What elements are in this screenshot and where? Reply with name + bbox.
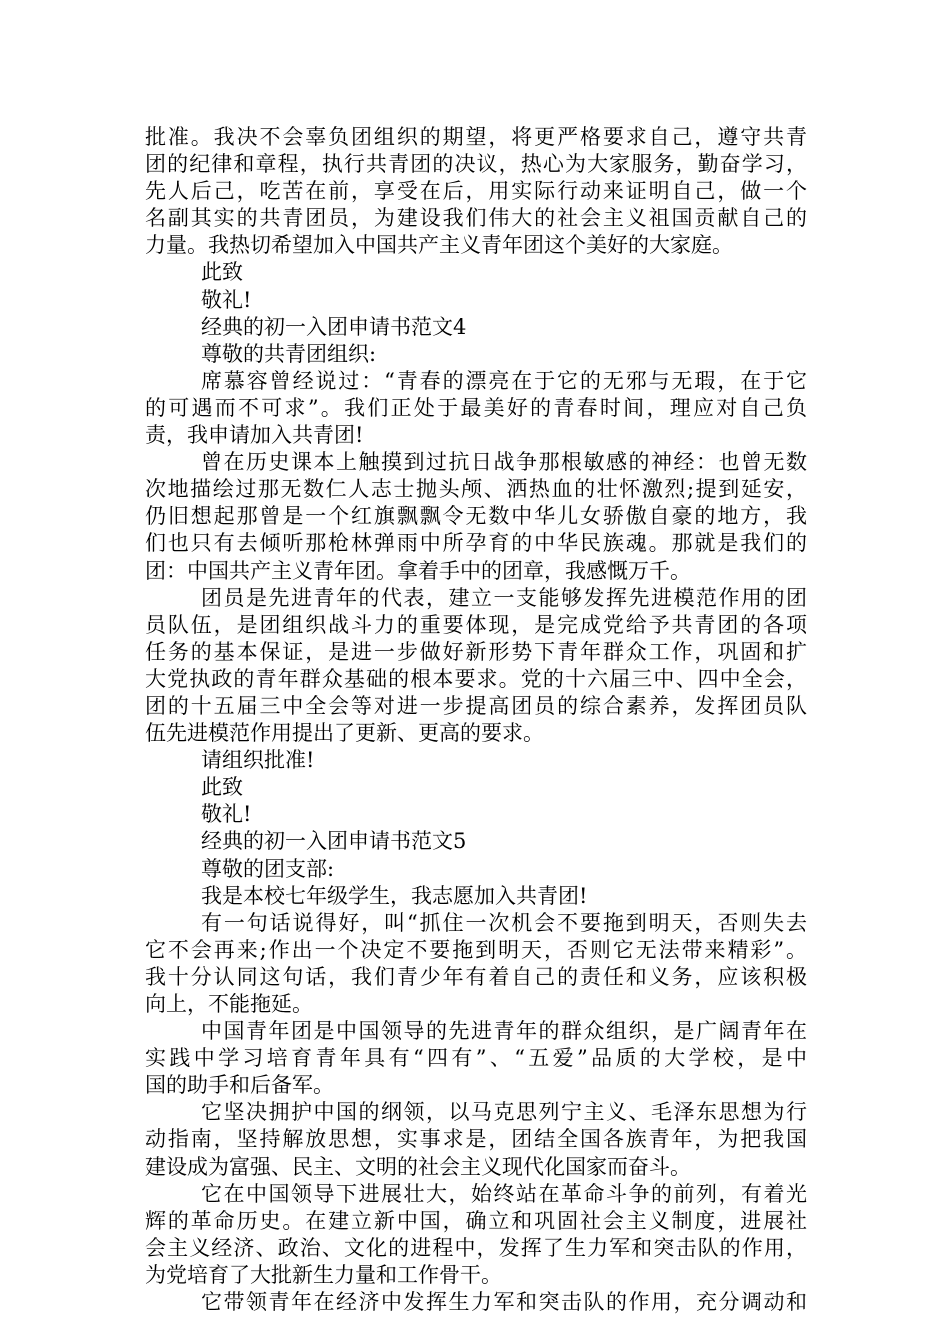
text-line: 它不会再来;作出一个决定不要拖到明天，否则它无法带来精彩”。 — [145, 937, 807, 962]
paragraph-first-line: 团员是先进青年的代表，建立一支能够发挥先进模范作用的团 — [201, 585, 807, 610]
text-line: 力量。我热切希望加入中国共产主义青年团这个美好的大家庭。 — [145, 233, 733, 258]
text-line: 团的十五届三中全会等对进一步提高团员的综合素养，发挥团员队 — [145, 693, 807, 718]
paragraph-first-line: 敬礼! — [201, 287, 252, 312]
text-line: 实践中学习培育青年具有“四有”、“五爱”品质的大学校，是中 — [145, 1046, 807, 1071]
paragraph-first-line: 经典的初一入团申请书范文4 — [201, 314, 467, 339]
paragraph-first-line: 中国青年团是中国领导的先进青年的群众组织，是广阔青年在 — [201, 1019, 807, 1044]
paragraph-first-line: 此致 — [201, 260, 243, 285]
text-line: 的可遇而不可求”。我们正处于最美好的青春时间，理应对自己负 — [145, 395, 807, 420]
paragraph-first-line: 席慕容曾经说过：“青春的漂亮在于它的无邪与无瑕，在于它 — [201, 368, 807, 393]
text-line: 动指南，坚持解放思想，实事求是，团结全国各族青年，为把我国 — [145, 1127, 807, 1152]
text-line: 伍先进模范作用提出了更新、更高的要求。 — [145, 721, 544, 746]
text-line: 员队伍，是团组织战斗力的重要体现，是完成党给予共青团的各项 — [145, 612, 807, 637]
paragraph-first-line: 它坚决拥护中国的纲领，以马克思列宁主义、毛泽东思想为行 — [201, 1100, 807, 1125]
text-line: 们也只有去倾听那枪林弹雨中所孕育的中华民族魂。那就是我们的 — [145, 531, 807, 556]
text-line: 为党培育了大批新生力量和工作骨干。 — [145, 1262, 502, 1287]
text-line: 仍旧想起那曾是一个红旗飘飘令无数中华儿女骄傲自豪的地方，我 — [145, 504, 807, 529]
paragraph-first-line: 此致 — [201, 775, 243, 800]
text-line: 团的纪律和章程，执行共青团的决议，热心为大家服务，勤奋学习， — [145, 152, 807, 177]
text-line: 我十分认同这句话，我们青少年有着自己的责任和义务，应该积极 — [145, 964, 807, 989]
text-line: 先人后己，吃苦在前，享受在后，用实际行动来证明自己，做一个 — [145, 179, 807, 204]
text-line: 辉的革命历史。在建立新中国，确立和巩固社会主义制度，进展社 — [145, 1208, 807, 1233]
text-line: 次地描绘过那无数仁人志士抛头颅、洒热血的壮怀激烈;提到延安， — [145, 477, 807, 502]
text-line: 大党执政的青年群众基础的根本要求。党的十六届三中、四中全会， — [145, 666, 807, 691]
paragraph-first-line: 我是本校七年级学生，我志愿加入共青团! — [201, 883, 588, 908]
paragraph-first-line: 请组织批准! — [201, 748, 315, 773]
paragraph-first-line: 有一句话说得好，叫“抓住一次机会不要拖到明天，否则失去 — [201, 910, 807, 935]
text-line: 名副其实的共青团员，为建设我们伟大的社会主义祖国贡献自己的 — [145, 206, 807, 231]
text-line: 向上，不能拖延。 — [145, 992, 313, 1016]
text-line: 责，我申请加入共青团! — [145, 423, 364, 448]
text-line: 国的助手和后备军。 — [145, 1073, 334, 1098]
paragraph-first-line: 曾在历史课本上触摸到过抗日战争那根敏感的神经：也曾无数 — [201, 450, 807, 475]
paragraph-first-line: 尊敬的共青团组织: — [201, 341, 377, 366]
text-line: 批准。我决不会辜负团组织的期望，将更严格要求自己，遵守共青 — [145, 125, 807, 149]
text-line: 建设成为富强、民主、文明的社会主义现代化国家而奋斗。 — [145, 1154, 691, 1179]
text-line: 团：中国共产主义青年团。拿着手中的团章，我感慨万千。 — [145, 558, 691, 583]
paragraph-first-line: 它在中国领导下进展壮大，始终站在革命斗争的前列，有着光 — [201, 1181, 807, 1206]
paragraph-first-line: 它带领青年在经济中发挥生力军和突击队的作用，充分调动和 — [201, 1290, 807, 1315]
text-line: 会主义经济、政治、文化的进程中，发挥了生力军和突击队的作用， — [145, 1235, 807, 1260]
paragraph-first-line: 敬礼! — [201, 802, 252, 827]
paragraph-first-line: 经典的初一入团申请书范文5 — [201, 829, 467, 854]
text-line: 任务的基本保证，是进一步做好新形势下青年群众工作，巩固和扩 — [145, 639, 807, 664]
document-body — [145, 124, 807, 1316]
paragraph-first-line: 尊敬的团支部: — [201, 856, 335, 881]
